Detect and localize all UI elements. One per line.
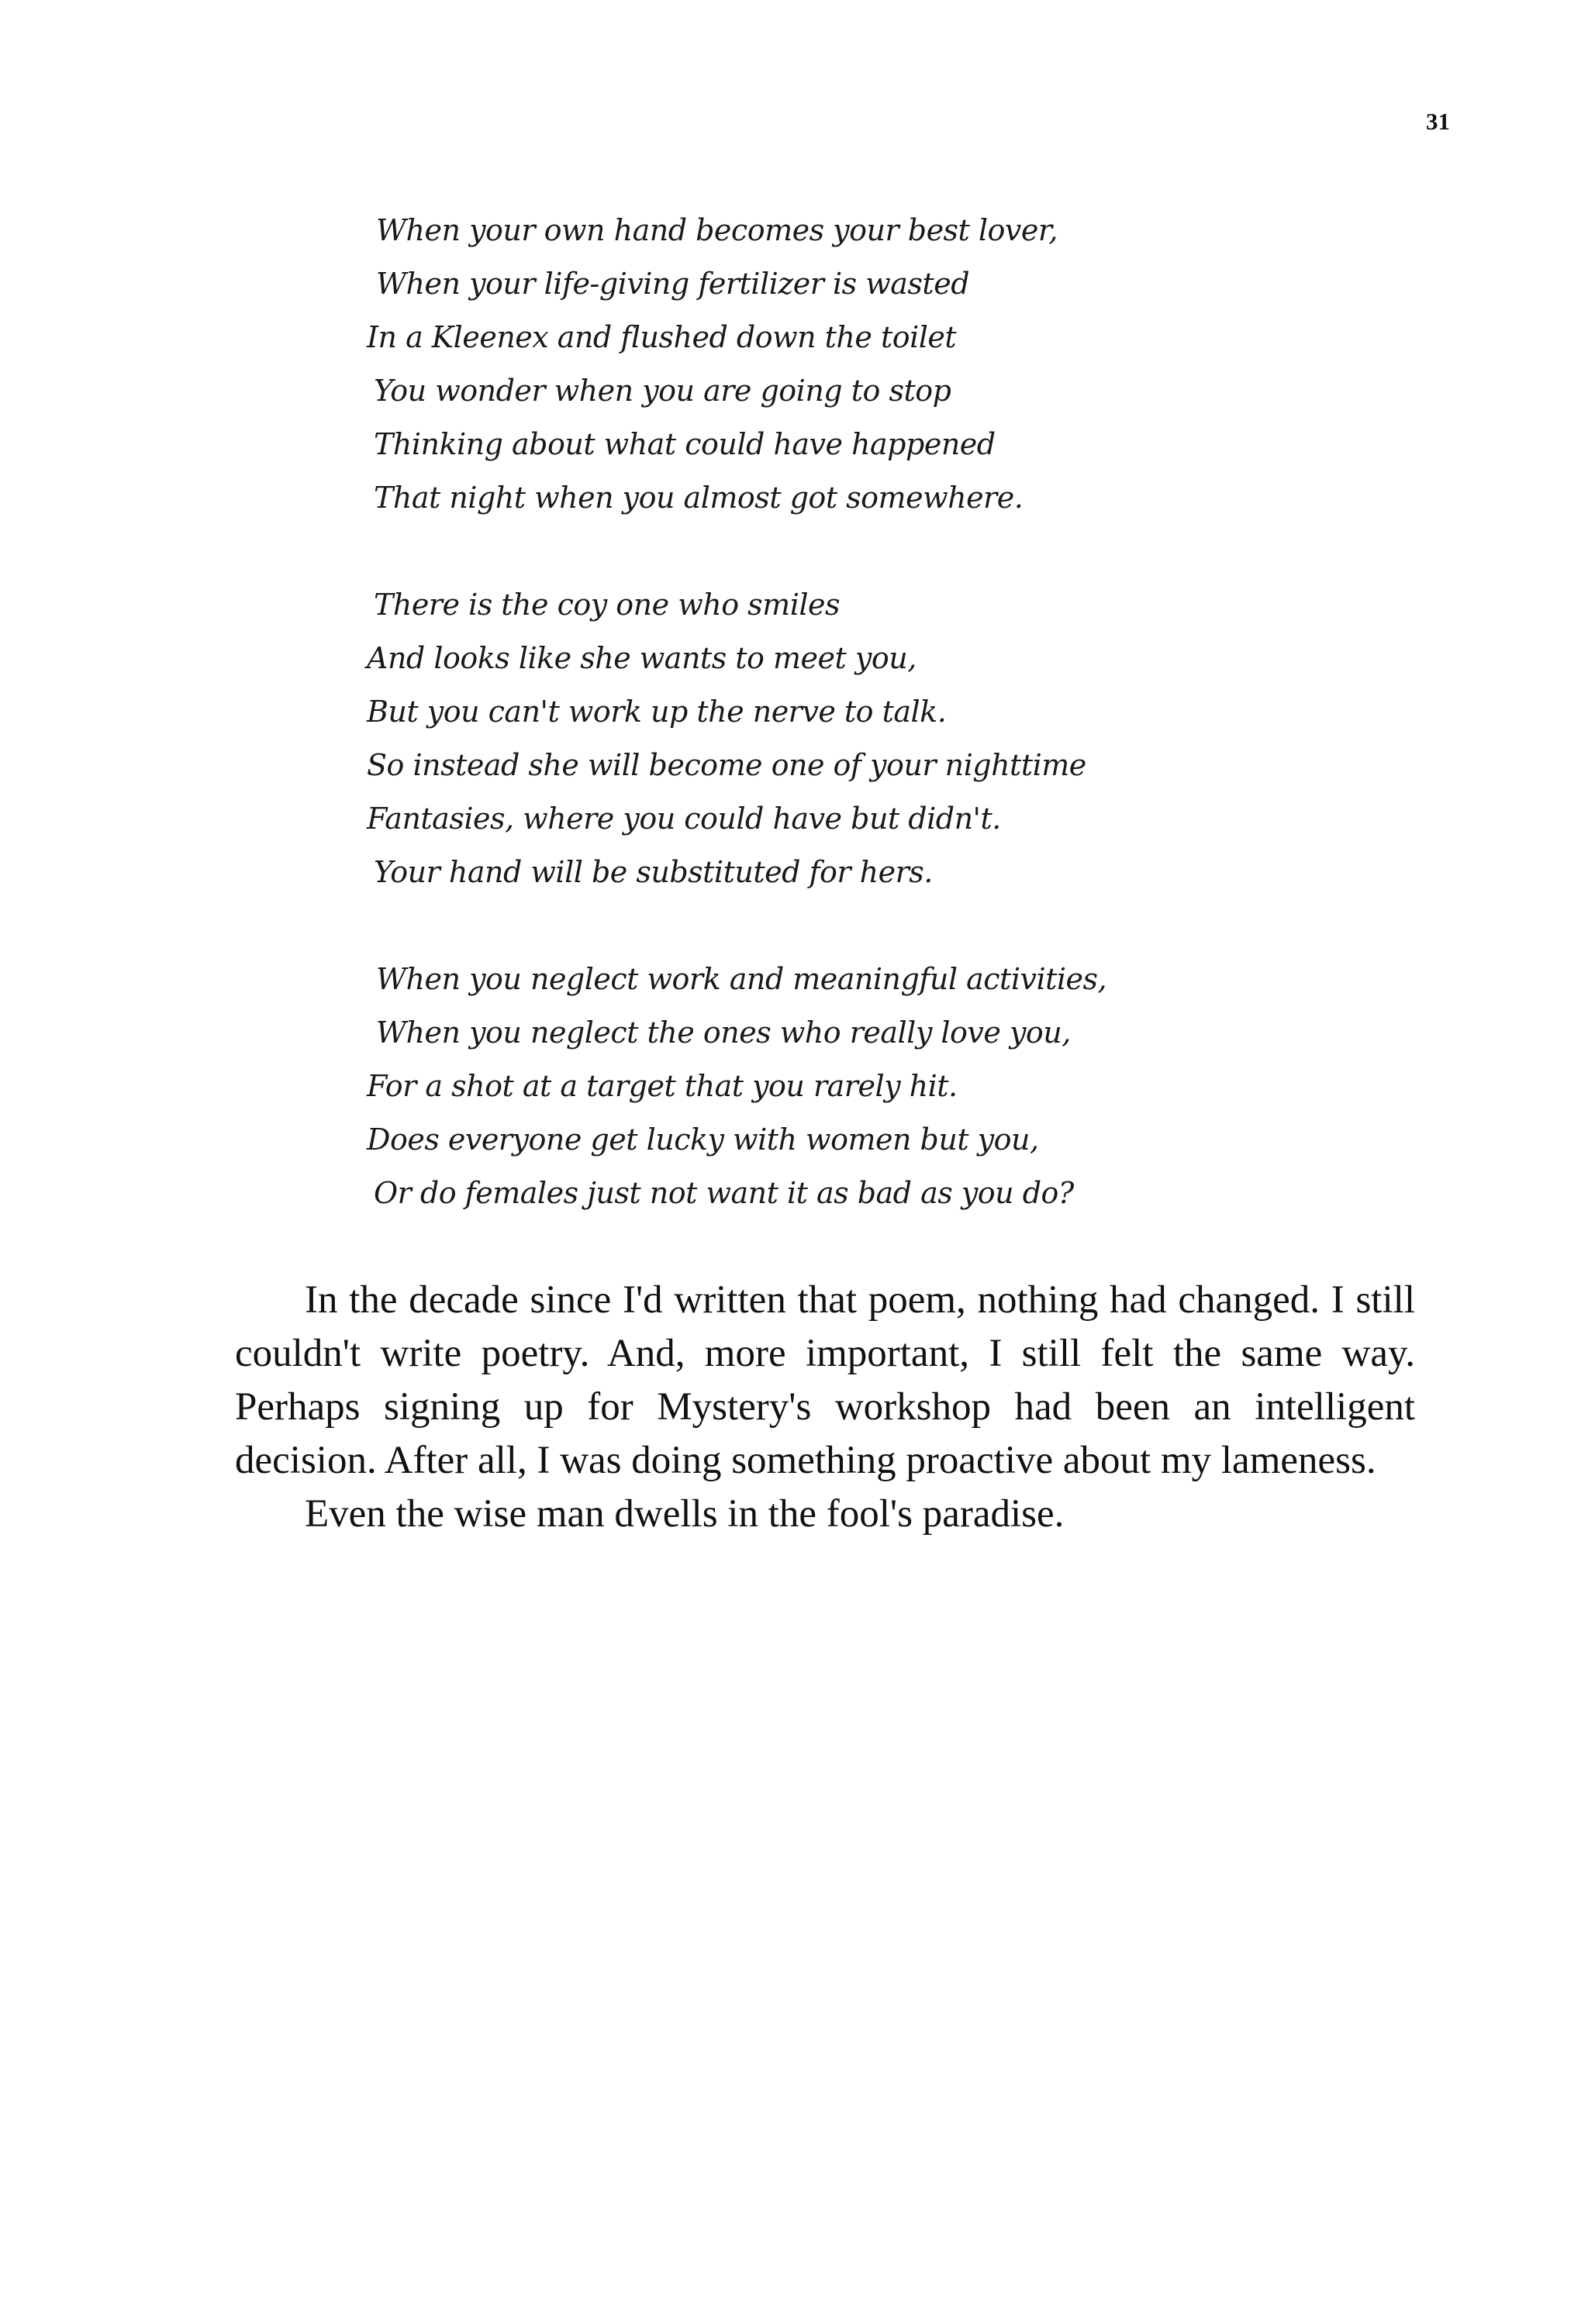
- poem-line: But you can't work up the nerve to talk.: [367, 695, 947, 729]
- poem-line: When you neglect the ones who really love you,: [376, 1015, 1071, 1050]
- page-number: 31: [1426, 108, 1450, 135]
- poem-line: So instead she will become one of your nighttime: [367, 748, 1086, 782]
- poem-line: Fantasies, where you could have but didn't.: [367, 802, 1001, 836]
- poem-line: That night when you almost got somewhere.: [374, 481, 1024, 515]
- poem-line: In a Kleenex and flushed down the toilet: [367, 320, 957, 354]
- prose-body: [235, 1274, 1415, 1541]
- poem-line: And looks like she wants to meet you,: [367, 641, 917, 675]
- poem-line: Or do females just not want it as bad as you do?: [374, 1176, 1074, 1210]
- poem-line: When your own hand becomes your best lover,: [376, 213, 1058, 247]
- poem-line: Thinking about what could have happened: [374, 427, 996, 461]
- paragraph: In the decade since I'd written that poem, nothing had changed. I still couldn't write poetry. And, more important, I still felt the same way. Perhaps signing up for Mystery's workshop had been an intelligent decision. After all, I was doing something proactive about my lameness.: [235, 1278, 1415, 1482]
- poem-line: There is the coy one who smiles: [374, 588, 840, 622]
- poem-line: For a shot at a target that you rarely hit.: [367, 1069, 958, 1103]
- poem-line: Does everyone get lucky with women but you,: [367, 1122, 1039, 1157]
- paragraph: Even the wise man dwells in the fool's paradise.: [305, 1492, 1065, 1536]
- poem-line: You wonder when you are going to stop: [374, 374, 951, 408]
- poem-line: When your life-giving fertilizer is wasted: [376, 267, 970, 301]
- poem-line: Your hand will be substituted for hers.: [374, 855, 933, 889]
- poem-line: When you neglect work and meaningful activities,: [376, 962, 1107, 996]
